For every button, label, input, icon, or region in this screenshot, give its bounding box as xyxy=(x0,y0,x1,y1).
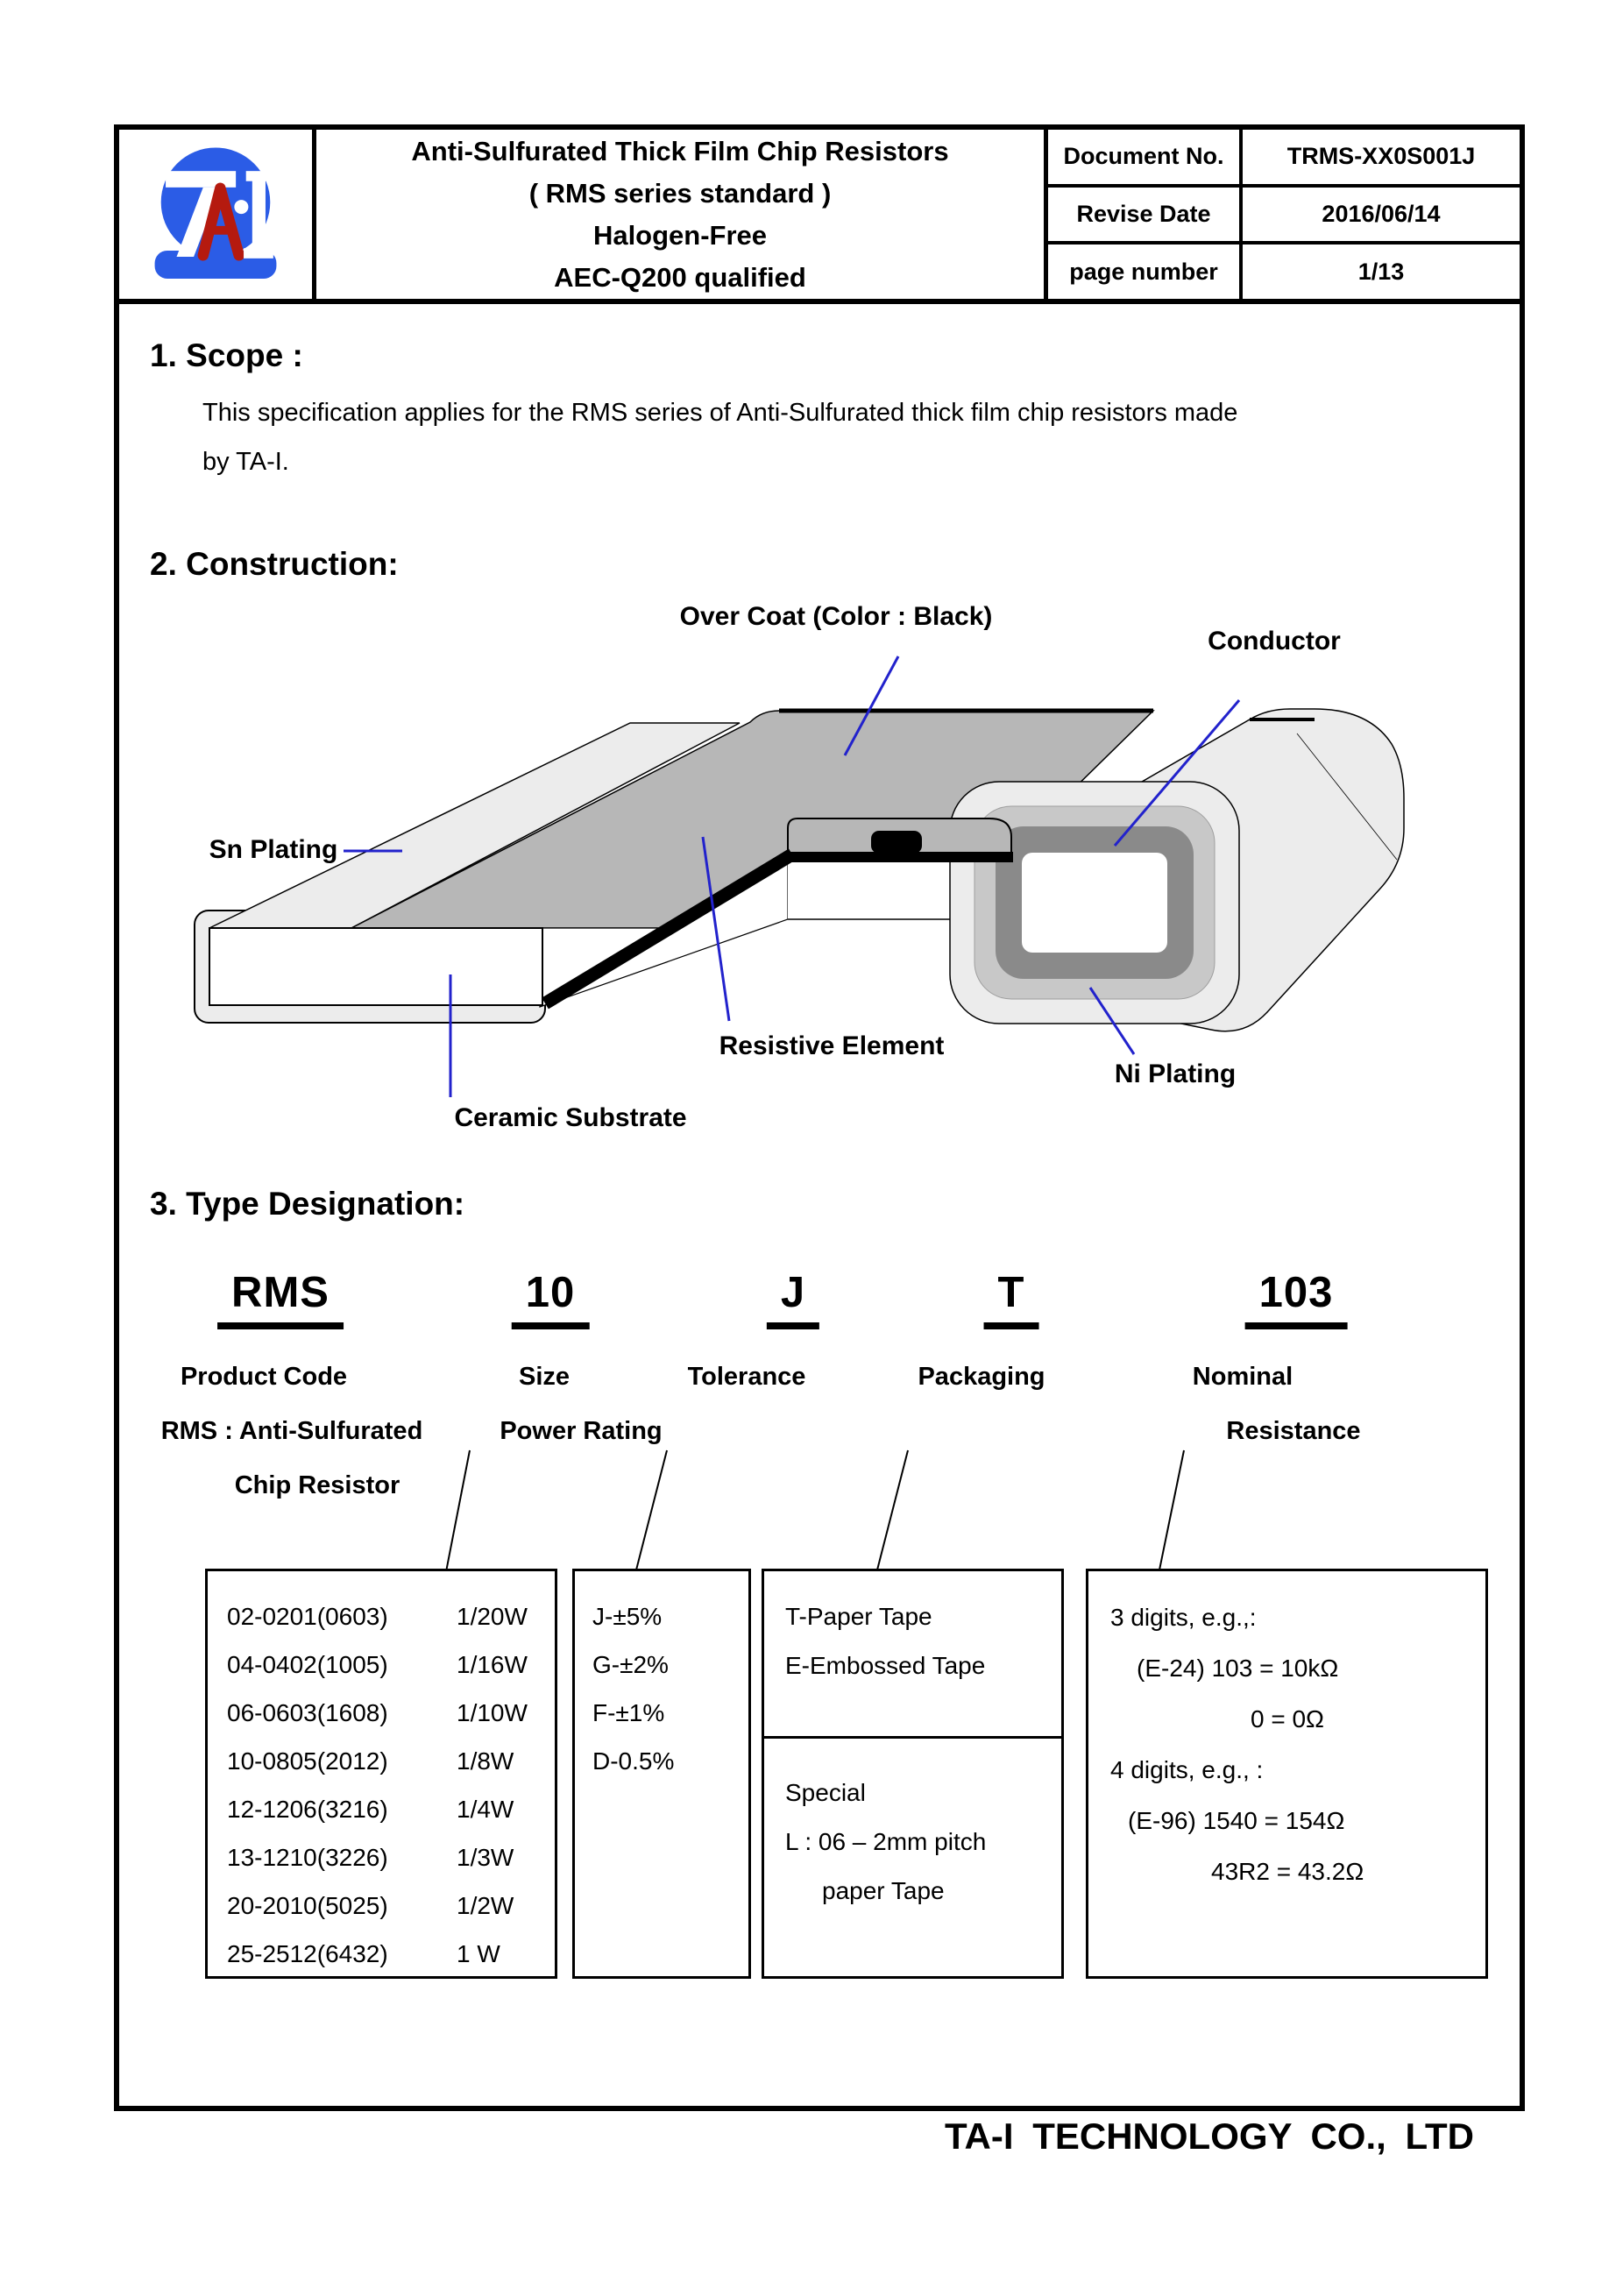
power-rating: 1/4W xyxy=(457,1795,514,1823)
ta-i-logo-icon xyxy=(138,137,294,293)
nominal-resistance-box xyxy=(1086,1569,1488,1979)
scope-body-line2: by TA-I. xyxy=(202,448,289,476)
nominal-line: 3 digits, e.g.,: xyxy=(1110,1604,1257,1631)
nominal-line: (E-96) 1540 = 154Ω xyxy=(1128,1807,1345,1834)
table-row xyxy=(227,1689,555,1737)
power-rating: 1/16W xyxy=(457,1650,528,1678)
nominal-line: 43R2 = 43.2Ω xyxy=(1211,1858,1364,1885)
meta-label: page number xyxy=(1048,244,1243,299)
size-code: 02-0201(0603) xyxy=(227,1602,388,1630)
logo-cell xyxy=(119,130,316,299)
label-power-rating: Power Rating xyxy=(500,1417,663,1445)
title-line-1: Anti-Sulfurated Thick Film Chip Resistors xyxy=(411,135,949,167)
scope-heading: 1. Scope : xyxy=(150,337,303,373)
power-rating: 1/8W xyxy=(457,1747,514,1775)
label-size: Size xyxy=(518,1363,571,1391)
code-tolerance: J xyxy=(767,1268,819,1329)
packaging-standard-section xyxy=(764,1571,1061,1739)
size-code: 04-0402(1005) xyxy=(227,1650,388,1678)
meta-label: Document No. xyxy=(1048,130,1243,184)
size-power-table xyxy=(205,1569,557,1979)
packaging-option: E-Embossed Tape xyxy=(785,1652,986,1679)
label-nominal: Nominal xyxy=(1192,1363,1293,1391)
ceramic-substrate-label: Ceramic Substrate xyxy=(454,1103,687,1132)
size-code: 13-1210(3226) xyxy=(227,1843,388,1871)
meta-value-revise-date: 2016/06/14 xyxy=(1322,201,1441,227)
content-area xyxy=(114,304,1525,2111)
tolerance-options-box xyxy=(572,1569,751,1979)
packaging-special-section xyxy=(764,1739,1061,1916)
power-rating: 1/3W xyxy=(457,1843,514,1871)
size-code: 25-2512(6432) xyxy=(227,1939,388,1967)
packaging-special-line: Special xyxy=(785,1779,866,1806)
type-designation-heading: 3. Type Designation: xyxy=(150,1186,465,1222)
size-code: 06-0603(1608) xyxy=(227,1698,388,1726)
over-coat-label: Over Coat (Color : Black) xyxy=(679,602,993,631)
construction-heading: 2. Construction: xyxy=(150,546,399,582)
table-row xyxy=(227,1592,555,1641)
code-size: 10 xyxy=(512,1268,590,1329)
document-meta-table xyxy=(1048,130,1520,299)
ni-plating-label: Ni Plating xyxy=(1114,1059,1237,1088)
document-title xyxy=(316,130,1048,299)
sn-plating-label: Sn Plating xyxy=(209,835,338,864)
power-rating: 1/2W xyxy=(457,1891,514,1919)
table-row xyxy=(227,1737,555,1785)
size-code: 12-1206(3216) xyxy=(227,1795,388,1823)
tolerance-option: J-±5% xyxy=(592,1602,663,1630)
title-line-4: AEC-Q200 qualified xyxy=(554,261,806,293)
label-tolerance: Tolerance xyxy=(687,1363,806,1391)
packaging-options-box xyxy=(762,1569,1064,1979)
packaging-special-line: L : 06 – 2mm pitch xyxy=(785,1828,987,1855)
tolerance-option: D-0.5% xyxy=(592,1747,675,1775)
title-line-3: Halogen-Free xyxy=(592,219,768,251)
size-code: 20-2010(5025) xyxy=(227,1891,388,1919)
label-chip-resistor: Chip Resistor xyxy=(234,1471,400,1499)
table-row xyxy=(227,1881,555,1930)
label-packaging: Packaging xyxy=(918,1363,1045,1391)
nominal-line: (E-24) 103 = 10kΩ xyxy=(1137,1655,1339,1682)
table-row xyxy=(227,1930,555,1978)
code-resistance: 103 xyxy=(1245,1268,1348,1329)
company-footer: TA-I TECHNOLOGY CO., LTD xyxy=(945,2115,1474,2157)
meta-row-page-number xyxy=(1048,244,1520,299)
nominal-line: 4 digits, e.g., : xyxy=(1110,1756,1264,1783)
meta-value-page-number: 1/13 xyxy=(1357,258,1405,285)
power-rating: 1/10W xyxy=(457,1698,528,1726)
nominal-line: 0 = 0Ω xyxy=(1251,1705,1324,1733)
power-rating: 1 W xyxy=(457,1939,500,1967)
chip-resistor-cutaway-drawing xyxy=(126,602,1528,1145)
label-anti-sulfurated: RMS : Anti-Sulfurated xyxy=(160,1417,423,1445)
meta-value-document-no: TRMS-XX0S001J xyxy=(1286,143,1476,170)
resistive-element-label: Resistive Element xyxy=(719,1031,945,1060)
table-row xyxy=(227,1785,555,1833)
table-row xyxy=(227,1833,555,1881)
code-product: RMS xyxy=(217,1268,344,1329)
title-line-2: ( RMS series standard ) xyxy=(528,177,832,209)
packaging-option: T-Paper Tape xyxy=(785,1603,932,1630)
tolerance-option: F-±1% xyxy=(592,1698,665,1726)
tolerance-option: G-±2% xyxy=(592,1650,669,1678)
meta-row-document-no xyxy=(1048,130,1520,188)
header xyxy=(114,124,1525,304)
meta-label: Revise Date xyxy=(1048,188,1243,242)
meta-row-revise-date xyxy=(1048,188,1520,245)
packaging-special-line: paper Tape xyxy=(822,1877,945,1904)
label-resistance: Resistance xyxy=(1226,1417,1361,1445)
table-row xyxy=(227,1641,555,1689)
label-product-code: Product Code xyxy=(180,1363,348,1391)
code-packaging: T xyxy=(984,1268,1039,1329)
construction-diagram xyxy=(126,602,1528,1145)
scope-body-line1: This specification applies for the RMS series of Anti-Sulfurated thick film chip resistors made xyxy=(202,399,1238,427)
conductor-label: Conductor xyxy=(1208,627,1341,655)
size-code: 10-0805(2012) xyxy=(227,1747,388,1775)
power-rating: 1/20W xyxy=(457,1602,528,1630)
